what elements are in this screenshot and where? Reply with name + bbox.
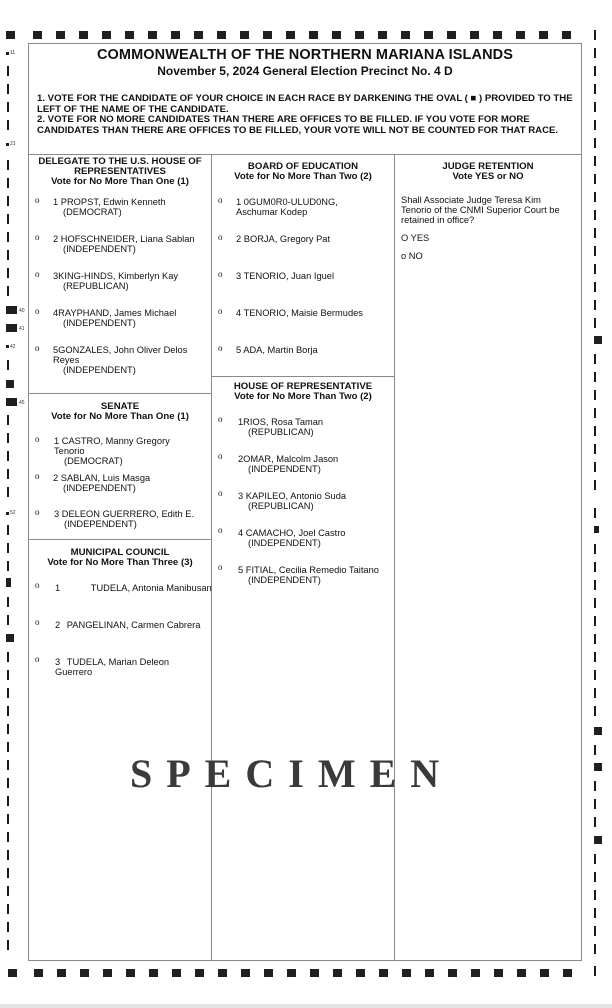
candidate-party: (INDEPENDENT) bbox=[63, 244, 136, 254]
candidate-name: PANGELINAN, Carmen Cabrera bbox=[66, 620, 201, 630]
candidate-name: GONZALES, John Oliver Delos Reyes bbox=[53, 345, 188, 365]
candidate-party: (INDEPENDENT) bbox=[63, 318, 136, 328]
race-municipal-council bbox=[29, 548, 211, 568]
candidate-name: RIOS, Rosa Taman bbox=[243, 417, 324, 427]
column-2: BOARD OF EDUCATION Vote for No More Than Two (2) o 1 0GUM0R0-ULUD0NG, Aschumar Kodep o 2 BORJA, Gregory Pat o 3 TENORIO, Juan Iguel o 4 TENORIO, Maisie Bermudes o 5 ADA, Martin Borja HOUSE OF REPRESENTATIVE Vote for No More Than Two (2) o 1RIOS, Rosa Taman (REPUBLICAN) o 2OMAR, Malcolm Jason (INDEPENDENT) o 3 KAPILEO, Antonio Suda (REPUBLICAN) o 4 CAMACHO, Joel Castro (INDEPENDENT) o 5 FITIAL, Cecilia Remedio Taitano (INDEPENDENT) bbox=[212, 154, 395, 960]
candidate-party: (INDEPENDENT) bbox=[64, 519, 137, 529]
race-title: MUNICIPAL COUNCIL bbox=[70, 547, 170, 558]
race-instruction: Vote for No More Than One (1) bbox=[51, 411, 189, 422]
candidate-name: CASTRO, Manny Gregory Tenorio bbox=[54, 436, 170, 456]
page-edge bbox=[0, 1004, 612, 1008]
oval-icon[interactable]: o bbox=[218, 525, 223, 535]
ballot-subtitle: November 5, 2024 General Election Precinct No. 4 D bbox=[157, 64, 453, 78]
candidate-name: DELEON GUERRERO, Edith E. bbox=[61, 509, 195, 519]
divider bbox=[29, 393, 211, 394]
column-3 bbox=[395, 154, 581, 960]
margin-label: 11 bbox=[10, 50, 16, 56]
candidate-name: CAMACHO, Joel Castro bbox=[245, 528, 346, 538]
ballot bbox=[28, 43, 582, 961]
oval-icon[interactable]: o bbox=[35, 232, 40, 242]
instruction-2: 2. VOTE FOR NO MORE CANDIDATES THAN THERE ARE OFFICES TO BE FILLED. IF YOU VOTE FOR MORE CANDIDATES THAN THERE ARE OFFICES TO BE FILLED, YOUR VOTE WILL NOT BE COUNTED FOR THAT RACE. bbox=[37, 114, 559, 136]
candidate-name: SABLAN, Luis Masga bbox=[60, 473, 151, 483]
race-instruction: Vote for No More Than One (1) bbox=[51, 176, 189, 187]
candidate-name: TUDELA, Antonia Manibusan bbox=[90, 583, 212, 593]
race-title: DELEGATE TO THE U.S. HOUSE OF REPRESENTATIVES bbox=[38, 156, 202, 177]
candidate-party: (REPUBLICAN) bbox=[63, 281, 129, 291]
margin-label: 52 bbox=[10, 510, 16, 516]
margin-label: 21 bbox=[10, 141, 16, 147]
race-title: HOUSE OF REPRESENTATIVE bbox=[233, 381, 373, 392]
divider bbox=[212, 376, 394, 377]
race-instruction: Vote for No More Than Two (2) bbox=[234, 391, 372, 402]
ballot-header bbox=[29, 44, 581, 155]
oval-icon[interactable]: o bbox=[35, 343, 40, 353]
oval-icon[interactable]: o bbox=[35, 434, 40, 444]
race-board-of-education bbox=[212, 162, 394, 182]
ballot-title: COMMONWEALTH OF THE NORTHERN MARIANA ISLANDS bbox=[96, 47, 513, 63]
race-senate bbox=[29, 402, 211, 422]
candidate-party: (DEMOCRAT) bbox=[63, 207, 122, 217]
candidate-name: TENORIO, Maisie Bermudes bbox=[243, 308, 363, 318]
race-judge-retention bbox=[395, 162, 581, 182]
oval-icon[interactable]: o bbox=[218, 488, 223, 498]
race-instruction: Vote for No More Than Three (3) bbox=[47, 557, 193, 568]
oval-icon[interactable]: o bbox=[218, 451, 223, 461]
candidate-name: PROPST, Edwin Kenneth bbox=[60, 197, 166, 207]
oval-icon[interactable]: o bbox=[35, 654, 40, 664]
candidate-name: KAPILEO, Antonio Suda bbox=[245, 491, 347, 501]
candidate-party: (INDEPENDENT) bbox=[248, 464, 321, 474]
oval-icon[interactable]: o bbox=[218, 562, 223, 572]
oval-icon[interactable]: o bbox=[218, 232, 223, 242]
race-house-of-representative bbox=[212, 382, 394, 402]
candidate-name: KING-HINDS, Kimberlyn Kay bbox=[58, 271, 179, 281]
margin-label: 41 bbox=[19, 326, 25, 332]
oval-icon[interactable]: o bbox=[35, 471, 40, 481]
candidate-name: BORJA, Gregory Pat bbox=[243, 234, 331, 244]
candidate-party: (INDEPENDENT) bbox=[63, 483, 136, 493]
race-title: BOARD OF EDUCATION bbox=[247, 161, 359, 172]
race-title: SENATE bbox=[100, 401, 140, 412]
oval-icon[interactable]: o bbox=[35, 306, 40, 316]
oval-icon[interactable]: o bbox=[35, 195, 40, 205]
race-instruction: Vote YES or NO bbox=[452, 171, 524, 182]
divider bbox=[29, 539, 211, 540]
oval-icon[interactable]: o bbox=[35, 269, 40, 279]
candidate-name: TENORIO, Juan Iguel bbox=[243, 271, 335, 281]
oval-icon[interactable]: o bbox=[35, 580, 40, 590]
instruction-1: 1. VOTE FOR THE CANDIDATE OF YOUR CHOICE IN EACH RACE BY DARKENING THE OVAL ( ■ ) PROVIDED TO THE LEFT OF THE NAME OF THE CANDIDATE. bbox=[37, 93, 573, 115]
candidate-name: RAYPHAND, James Michael bbox=[58, 308, 177, 318]
oval-icon[interactable]: o bbox=[35, 507, 40, 517]
race-title: JUDGE RETENTION bbox=[442, 161, 534, 172]
yes-option[interactable]: O YES bbox=[401, 233, 430, 243]
candidate-party: (INDEPENDENT) bbox=[63, 365, 136, 375]
candidate-name: OMAR, Malcolm Jason bbox=[243, 454, 339, 464]
candidate-party: (REPUBLICAN) bbox=[248, 501, 314, 511]
race-instruction: Vote for No More Than Two (2) bbox=[234, 171, 372, 182]
candidate-name: HOFSCHNEIDER, Liana Sablan bbox=[60, 234, 195, 244]
candidate-party: (DEMOCRAT) bbox=[64, 456, 123, 466]
margin-label: 45 bbox=[19, 400, 25, 406]
oval-icon[interactable]: o bbox=[218, 269, 223, 279]
oval-icon[interactable]: o bbox=[218, 343, 223, 353]
candidate-party: (REPUBLICAN) bbox=[248, 427, 314, 437]
oval-icon[interactable]: o bbox=[35, 617, 40, 627]
retention-question: Shall Associate Judge Teresa Kim Tenorio of the CNMI Superior Court be retained in office? bbox=[401, 195, 560, 225]
margin-label: 40 bbox=[19, 308, 25, 314]
margin-label: 42 bbox=[10, 344, 16, 350]
column-1: DELEGATE TO THE U.S. HOUSE OF REPRESENTATIVES Vote for No More Than One (1) o 1 PROPST, Edwin Kenneth (DEMOCRAT) o 2 HOFSCHNEIDER, Liana Sablan (INDEPENDENT) o 3KING-HINDS, Kimberlyn Kay (REPUBLICAN) o 4RAYPHAND, James Michael (INDEPENDENT) o 5GONZALES, John Oliver Delos Reyes (INDEPENDENT) SENATE Vote for No More Than One (1) o 1 CASTRO, Manny Gregory Tenorio (DEMOCRAT) o 2 SABLAN, Luis Masga (INDEPENDENT) o 3 DELEON GUERRERO, Edith E. (INDEPENDENT) MUNICIPAL COUNCIL Vote for No More Than Three (3) o 1 TUDELA, Antonia Manibusan o 2 PANGELINAN, Carmen Cabrera o 3 TUDELA, Marian Deleon Guerrero bbox=[29, 154, 212, 960]
oval-icon[interactable]: o bbox=[218, 306, 223, 316]
candidate-name: TUDELA, Marian Deleon Guerrero bbox=[55, 657, 170, 677]
candidate-party: (INDEPENDENT) bbox=[248, 538, 321, 548]
no-option[interactable]: o NO bbox=[401, 251, 423, 261]
candidate-name: ADA, Martin Borja bbox=[243, 345, 318, 355]
oval-icon[interactable]: o bbox=[218, 195, 223, 205]
oval-icon[interactable]: o bbox=[218, 414, 223, 424]
candidate-party: (INDEPENDENT) bbox=[248, 575, 321, 585]
candidate-name: 0GUM0R0-ULUD0NG, Aschumar Kodep bbox=[236, 197, 338, 217]
candidate-name: FITIAL, Cecilia Remedio Taitano bbox=[245, 565, 379, 575]
instructions bbox=[37, 94, 577, 136]
race-delegate bbox=[29, 157, 211, 187]
specimen-watermark: SPECIMEN bbox=[130, 751, 454, 796]
